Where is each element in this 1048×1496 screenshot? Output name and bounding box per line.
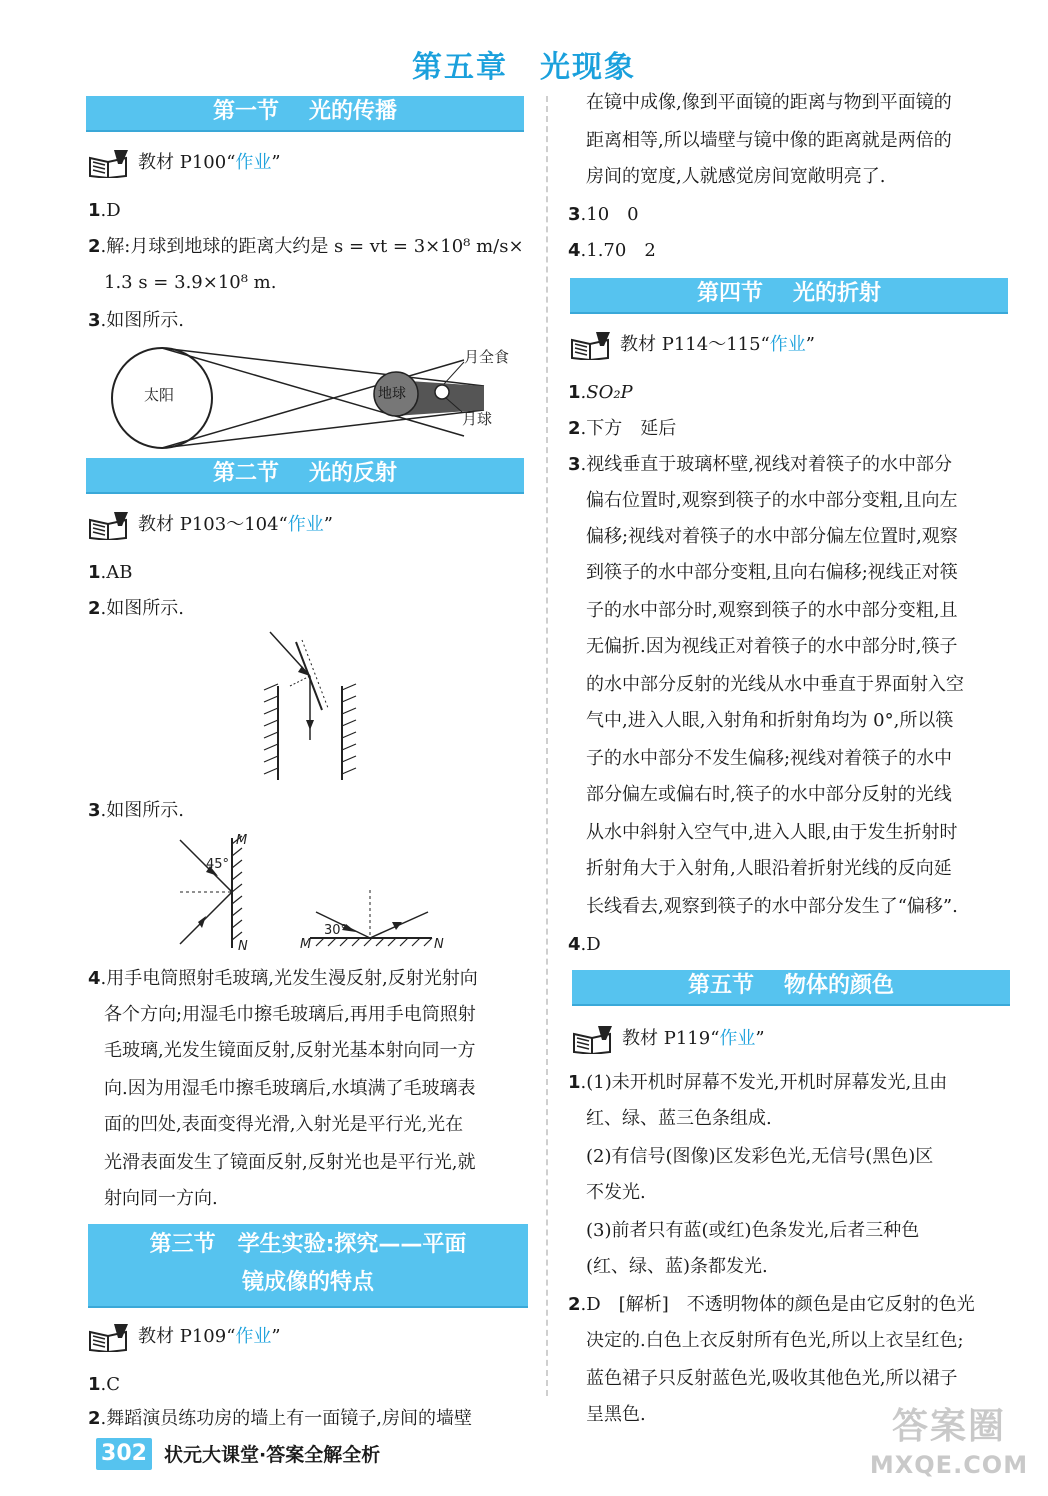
quote-close: ” (805, 334, 815, 355)
answer-5-2-line: 呈黑色. (586, 1404, 646, 1425)
moon-circle (435, 385, 449, 399)
answer-text: .(1)未开机时屏幕不发光,开机时屏幕发光,且由 (580, 1072, 948, 1093)
answer-number: 1 (88, 200, 101, 221)
answer-4-3-line: 部分偏左或偏右时,筷子的水中部分反射的光线 (586, 784, 952, 805)
answer-number: 3 (88, 800, 101, 821)
textbook-ref-text: 教材 P103～104“ (138, 514, 288, 535)
mirror-label-m1: M (236, 833, 248, 848)
book-icon (88, 1322, 130, 1352)
answer-number: 3 (568, 454, 581, 475)
answer-1-2 (88, 234, 524, 260)
answer-4-4 (568, 932, 601, 958)
answer-text: .如图所示. (100, 598, 184, 619)
answer-number: 3 (88, 310, 101, 331)
answer-number: 2 (88, 1408, 101, 1429)
answer-5-2-line (568, 1292, 975, 1318)
textbook-ref-text: 教材 P119“ (622, 1028, 720, 1049)
answer-4-3-line: 子的水中部分不发生偏移;视线对着筷子的水中 (586, 748, 953, 769)
mirror-label-m2: M (300, 937, 312, 952)
answer-text: .D [解析] 不透明物体的颜色是由它反射的色光 (580, 1294, 975, 1315)
watermark-line1: 答案圈 (891, 1406, 1006, 1447)
textbook-ref-5 (572, 1024, 765, 1054)
answer-5-1-line: (红、绿、蓝)条都发光. (586, 1256, 768, 1277)
answer-5-1-line: (3)前者只有蓝(或红)色条发光,后者三种色 (586, 1220, 920, 1241)
textbook-ref-text: 教材 P100“ (138, 152, 236, 173)
section-3-title-line2: 镜成像的特点 (241, 1270, 374, 1295)
sun-label: 太阳 (144, 386, 175, 404)
answer-text: .解:月球到地球的距离大约是 s = vt = 3×10⁸ m/s× (100, 236, 524, 257)
section-5-number: 第五节 (687, 973, 754, 998)
answer-text: .如图所示. (100, 800, 184, 821)
answer-3-2-cont: 在镜中成像,像到平面镜的距离与物到平面镜的 (586, 92, 952, 113)
answer-number: 2 (568, 418, 581, 439)
section-3-title-line1: 第三节 学生实验:探究——平面 (149, 1232, 467, 1257)
answer-2-2 (88, 596, 184, 622)
quote-close: ” (271, 152, 281, 173)
quote-close: ” (755, 1028, 765, 1049)
angle-label-30: 30° (324, 923, 348, 938)
answer-text: .D (580, 934, 601, 955)
textbook-ref-2 (88, 510, 333, 540)
section-4-title: 光的折射 (793, 281, 882, 306)
answer-4-3-line: 偏右位置时,观察到筷子的水中部分变粗,且向左 (586, 490, 958, 511)
textbook-ref-text: 教材 P114～115“ (620, 334, 770, 355)
chapter-title: 第五章 光现象 (412, 50, 636, 85)
textbook-ref-4 (570, 330, 815, 360)
homework-label: 作业 (235, 1326, 272, 1347)
homework-label: 作业 (719, 1028, 756, 1049)
moon-label: 月球 (462, 410, 493, 428)
answer-2-3 (88, 798, 184, 824)
answer-number: 4 (568, 240, 581, 261)
answer-5-2-line: 蓝色裙子只反射蓝色光,吸收其他色光,所以裙子 (586, 1368, 958, 1389)
column-divider (546, 96, 548, 1396)
answer-text: .下方 延后 (580, 418, 677, 439)
homework-label: 作业 (769, 334, 806, 355)
section-header-2 (86, 458, 524, 494)
answer-1-3 (88, 308, 184, 334)
section-1-number: 第一节 (212, 99, 279, 124)
answer-number: 2 (88, 236, 101, 257)
answer-number: 4 (568, 934, 581, 955)
section-2-number: 第二节 (212, 461, 279, 486)
answer-text: .1.70 2 (580, 240, 656, 261)
answer-3-1 (88, 1372, 120, 1398)
answer-2-4-line: 光滑表面发生了镜面反射,反射光也是平行光,就 (104, 1152, 476, 1173)
homework-label: 作业 (235, 152, 272, 173)
answer-text: .10 0 (580, 204, 639, 225)
quote-close: ” (271, 1326, 281, 1347)
answer-number: 1 (568, 1072, 581, 1093)
watermark-logo (864, 1404, 1034, 1492)
answer-2-4-line: 面的凹处,表面变得光滑,入射光是平行光,光在 (104, 1114, 464, 1135)
answer-2-4-line: 毛玻璃,光发生镜面反射,反射光基本射向同一方 (104, 1040, 476, 1061)
answer-2-4-line: 射向同一方向. (104, 1188, 218, 1209)
quote-close: ” (323, 514, 333, 535)
answer-4-3-line: 无偏折.因为视线正对着筷子的水中部分时,筷子 (586, 636, 958, 657)
answer-text: .SO₂P (580, 382, 633, 403)
answer-number: 1 (88, 562, 101, 583)
answer-4-3-line (568, 452, 952, 478)
answer-2-4-line: 向.因为用湿毛巾擦毛玻璃后,水填满了毛玻璃表 (104, 1078, 476, 1099)
page-number: 302 (96, 1438, 152, 1470)
answer-number: 1 (568, 382, 581, 403)
periscope-diagram (256, 630, 366, 782)
section-5-title: 物体的颜色 (784, 973, 895, 998)
answer-4-3-line: 偏移;视线对着筷子的水中部分偏左位置时,观察 (586, 526, 958, 547)
answer-2-4-line: 各个方向;用湿毛巾擦毛玻璃后,再用手电筒照射 (104, 1004, 476, 1025)
answer-4-3-line: 长线看去,观察到筷子的水中部分发生了“偏移”. (586, 896, 958, 917)
book-icon (570, 330, 612, 360)
answer-4-3-line: 的水中部分反射的光线从水中垂直于界面射入空 (586, 674, 964, 695)
section-header-1 (86, 96, 524, 132)
answer-2-1 (88, 560, 132, 586)
answer-4-1 (568, 380, 633, 406)
book-icon (88, 510, 130, 540)
homework-label: 作业 (287, 514, 324, 535)
section-2-title: 光的反射 (309, 461, 398, 486)
watermark-line2: MXQE.COM (869, 1451, 1029, 1479)
answer-5-1-line: 红、绿、蓝三色条组成. (586, 1108, 772, 1129)
lunar-eclipse-label: 月全食 (464, 348, 510, 366)
answer-3-2-cont: 房间的宽度,人就感觉房间宽敞明亮了. (586, 166, 886, 187)
answer-text: .视线垂直于玻璃杯壁,视线对着筷子的水中部分 (580, 454, 952, 475)
answer-text: .C (100, 1374, 121, 1395)
mirror-label-n1: N (238, 939, 248, 954)
answer-4-3-line: 气中,进入人眼,入射角和折射角均为 0°,所以筷 (586, 710, 954, 731)
answer-number: 1 (88, 1374, 101, 1395)
section-4-number: 第四节 (696, 281, 763, 306)
answer-2-4-line (88, 966, 478, 992)
answer-5-1-line (568, 1070, 947, 1096)
answer-text: .用手电筒照射毛玻璃,光发生漫反射,反射光射向 (100, 968, 478, 989)
answer-number: 3 (568, 204, 581, 225)
reflection-angle-diagram (170, 830, 450, 954)
answer-3-4 (568, 238, 656, 264)
section-1-title: 光的传播 (309, 99, 398, 124)
textbook-ref-1 (88, 148, 281, 178)
answer-4-3-line: 子的水中部分时,观察到筷子的水中部分变粗,且 (586, 600, 958, 621)
section-header-4 (570, 278, 1008, 314)
answer-5-1-line: (2)有信号(图像)区发彩色光,无信号(黑色)区 (586, 1146, 934, 1167)
answer-text: .如图所示. (100, 310, 184, 331)
answer-4-2 (568, 416, 676, 442)
textbook-ref-3 (88, 1322, 281, 1352)
answer-1-1 (88, 198, 121, 224)
answer-5-1-line: 不发光. (586, 1182, 646, 1203)
angle-label-45: 45° (206, 857, 230, 872)
section-header-3 (88, 1224, 528, 1308)
answer-text: .舞蹈演员练功房的墙上有一面镜子,房间的墙壁 (100, 1408, 472, 1429)
book-title: 状元大课堂·答案全解全析 (164, 1444, 381, 1466)
mirror-label-n2: N (434, 937, 444, 952)
textbook-ref-text: 教材 P109“ (138, 1326, 236, 1347)
book-icon (88, 148, 130, 178)
answer-3-3 (568, 202, 639, 228)
answer-4-3-line: 从水中斜射入空气中,进入人眼,由于发生折射时 (586, 822, 958, 843)
answer-3-2 (88, 1406, 472, 1432)
answer-number: 4 (88, 968, 101, 989)
lunar-eclipse-diagram (104, 340, 534, 456)
answer-1-2-cont: 1.3 s = 3.9×10⁸ m. (104, 272, 277, 293)
answer-3-2-cont: 距离相等,所以墙壁与镜中像的距离就是两倍的 (586, 130, 952, 151)
answer-4-3-line: 折射角大于入射角,人眼沿着折射光线的反向延 (586, 858, 952, 879)
answer-4-3-line: 到筷子的水中部分变粗,且向右偏移;视线正对筷 (586, 562, 958, 583)
earth-label: 地球 (378, 386, 406, 402)
answer-number: 2 (88, 598, 101, 619)
section-header-5 (572, 970, 1010, 1006)
answer-number: 2 (568, 1294, 581, 1315)
answer-text: .AB (100, 562, 133, 583)
book-icon (572, 1024, 614, 1054)
answer-text: .D (100, 200, 121, 221)
answer-5-2-line: 决定的.白色上衣反射所有色光,所以上衣呈红色; (586, 1330, 964, 1351)
